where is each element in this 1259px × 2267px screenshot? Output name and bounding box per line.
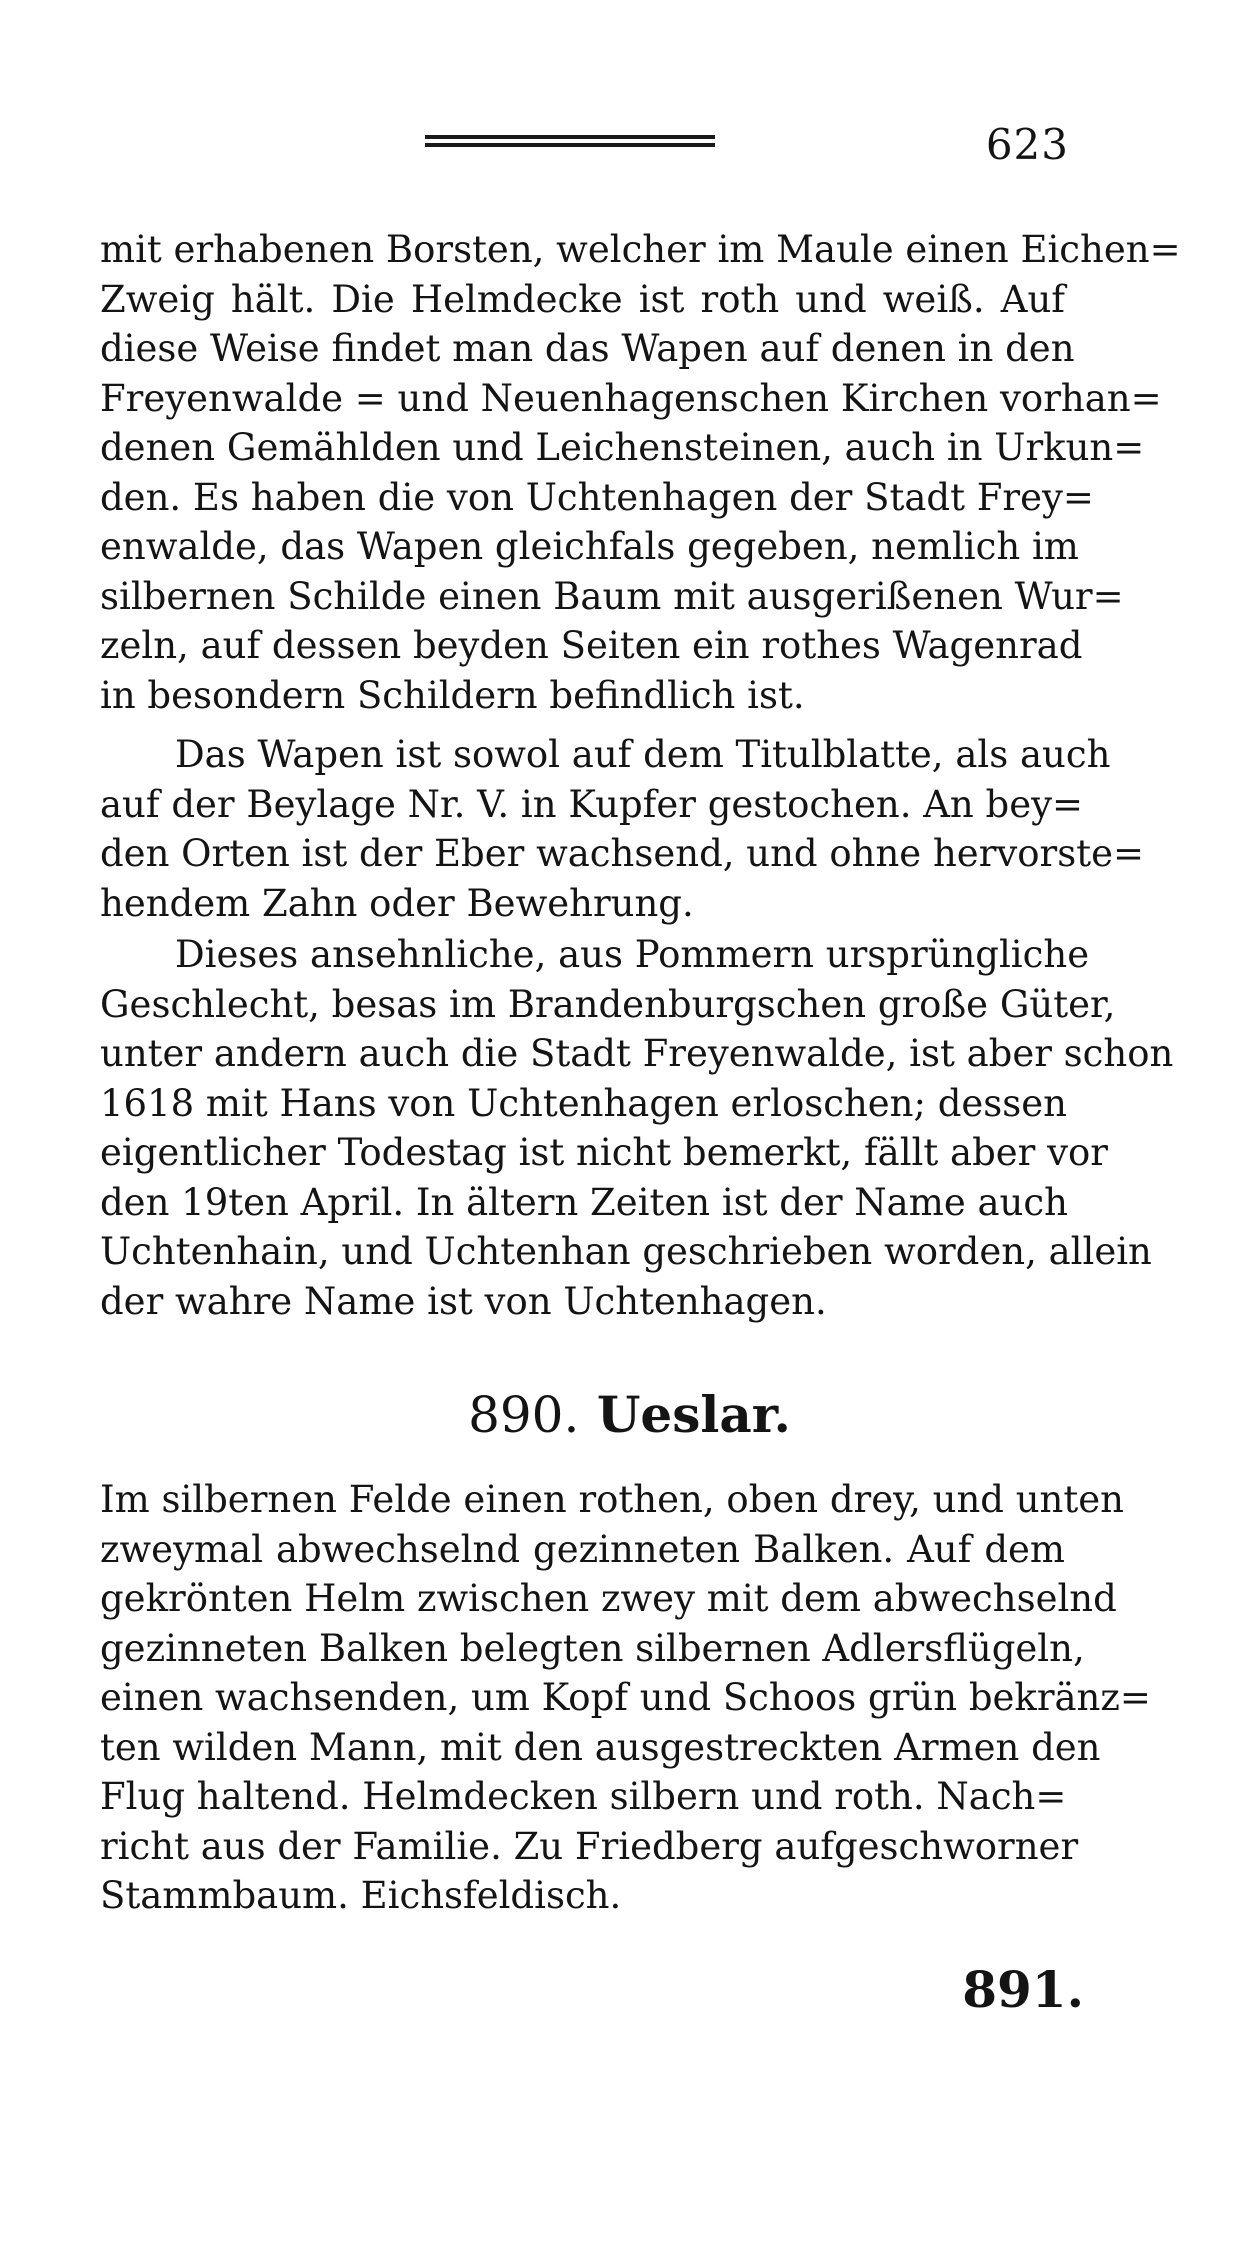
entry-heading	[0, 1385, 1259, 1444]
page-number: 623	[985, 120, 1069, 169]
text-line: denen Gemählden und Leichensteinen, auch in Urkun=	[100, 426, 1145, 469]
text-line: Flug haltend. Helmdecken silbern und roth. Nach=	[100, 1775, 1067, 1818]
text-line: Stammbaum. Eichsfeldisch.	[100, 1874, 622, 1917]
text-line: den. Es haben die von Uchtenhagen der Stadt Frey=	[100, 475, 1094, 519]
text-line: in besondern Schildern befindlich ist.	[100, 673, 805, 717]
text-line: der wahre Name ist von Uchtenhagen.	[100, 1279, 827, 1323]
text-line: enwalde, das Wapen gleichfals gegeben, nemlich im	[100, 525, 1079, 568]
text-line: den 19ten April. In ältern Zeiten ist der Name auch	[100, 1180, 1068, 1224]
text-line: gezinneten Balken belegten silbernen Adlersflügeln,	[100, 1626, 1085, 1670]
text-line: Uchtenhain, und Uchtenhan geschrieben worden, allein	[100, 1230, 1152, 1273]
paragraph-3	[100, 930, 1174, 1326]
text-line: silbernen Schilde einen Baum mit ausgerißenen Wur=	[100, 574, 1124, 618]
text-line: Dieses ansehnliche, aus Pommern ursprüngliche	[175, 933, 1090, 976]
text-line: eigentlicher Todestag ist nicht bemerkt, fällt aber vor	[100, 1131, 1108, 1174]
text-line: den Orten ist der Eber wachsend, und ohne hervorste=	[100, 832, 1145, 875]
text-line: zweymal abwechselnd gezinneten Balken. Auf dem	[100, 1527, 1065, 1571]
paragraph-2	[100, 730, 1145, 928]
entry-number: 890.	[468, 1386, 580, 1444]
text-line: einen wachsenden, um Kopf und Schoos grün bekränz=	[100, 1676, 1151, 1719]
text-line: ten wilden Mann, mit den ausgestreckten Armen den	[100, 1725, 1101, 1769]
paragraph-4	[100, 1475, 1151, 1921]
text-line: gekrönten Helm zwischen zwey mit dem abwechselnd	[100, 1577, 1117, 1620]
text-line: 1618 mit Hans von Uchtenhagen erloschen; dessen	[100, 1081, 1068, 1125]
text-line: hendem Zahn oder Bewehrung.	[100, 881, 694, 925]
text-line: zeln, auf dessen beyden Seiten ein rothes Wagenrad	[100, 624, 1083, 667]
text-line: mit erhabenen Borsten, welcher im Maule einen Eichen=	[100, 228, 1181, 271]
text-line: Freyenwalde = und Neuenhagenschen Kirchen vorhan=	[100, 376, 1162, 420]
header-rule	[425, 135, 715, 151]
text-line: richt aus der Familie. Zu Friedberg aufgeschworner	[100, 1824, 1079, 1868]
paragraph-1	[100, 225, 1181, 720]
entry-name: Ueslar.	[596, 1385, 791, 1444]
text-line: unter andern auch die Stadt Freyenwalde, ist aber schon	[100, 1032, 1174, 1075]
text-line: diese Weise findet man das Wapen auf denen in den	[100, 327, 1075, 370]
text-line: auf der Beylage Nr. V. in Kupfer gestochen. An bey=	[100, 782, 1084, 826]
catchword: 891.	[962, 1960, 1084, 2019]
text-line: Geschlecht, besas im Brandenburgschen große Güter,	[100, 982, 1116, 1026]
text-line: Im silbernen Felde einen rothen, oben drey, und unten	[100, 1478, 1124, 1521]
text-line: Zweig hält. Die Helmdecke ist roth und weiß. Auf	[100, 277, 1065, 321]
text-line: Das Wapen ist sowol auf dem Titulblatte, als auch	[175, 733, 1111, 776]
